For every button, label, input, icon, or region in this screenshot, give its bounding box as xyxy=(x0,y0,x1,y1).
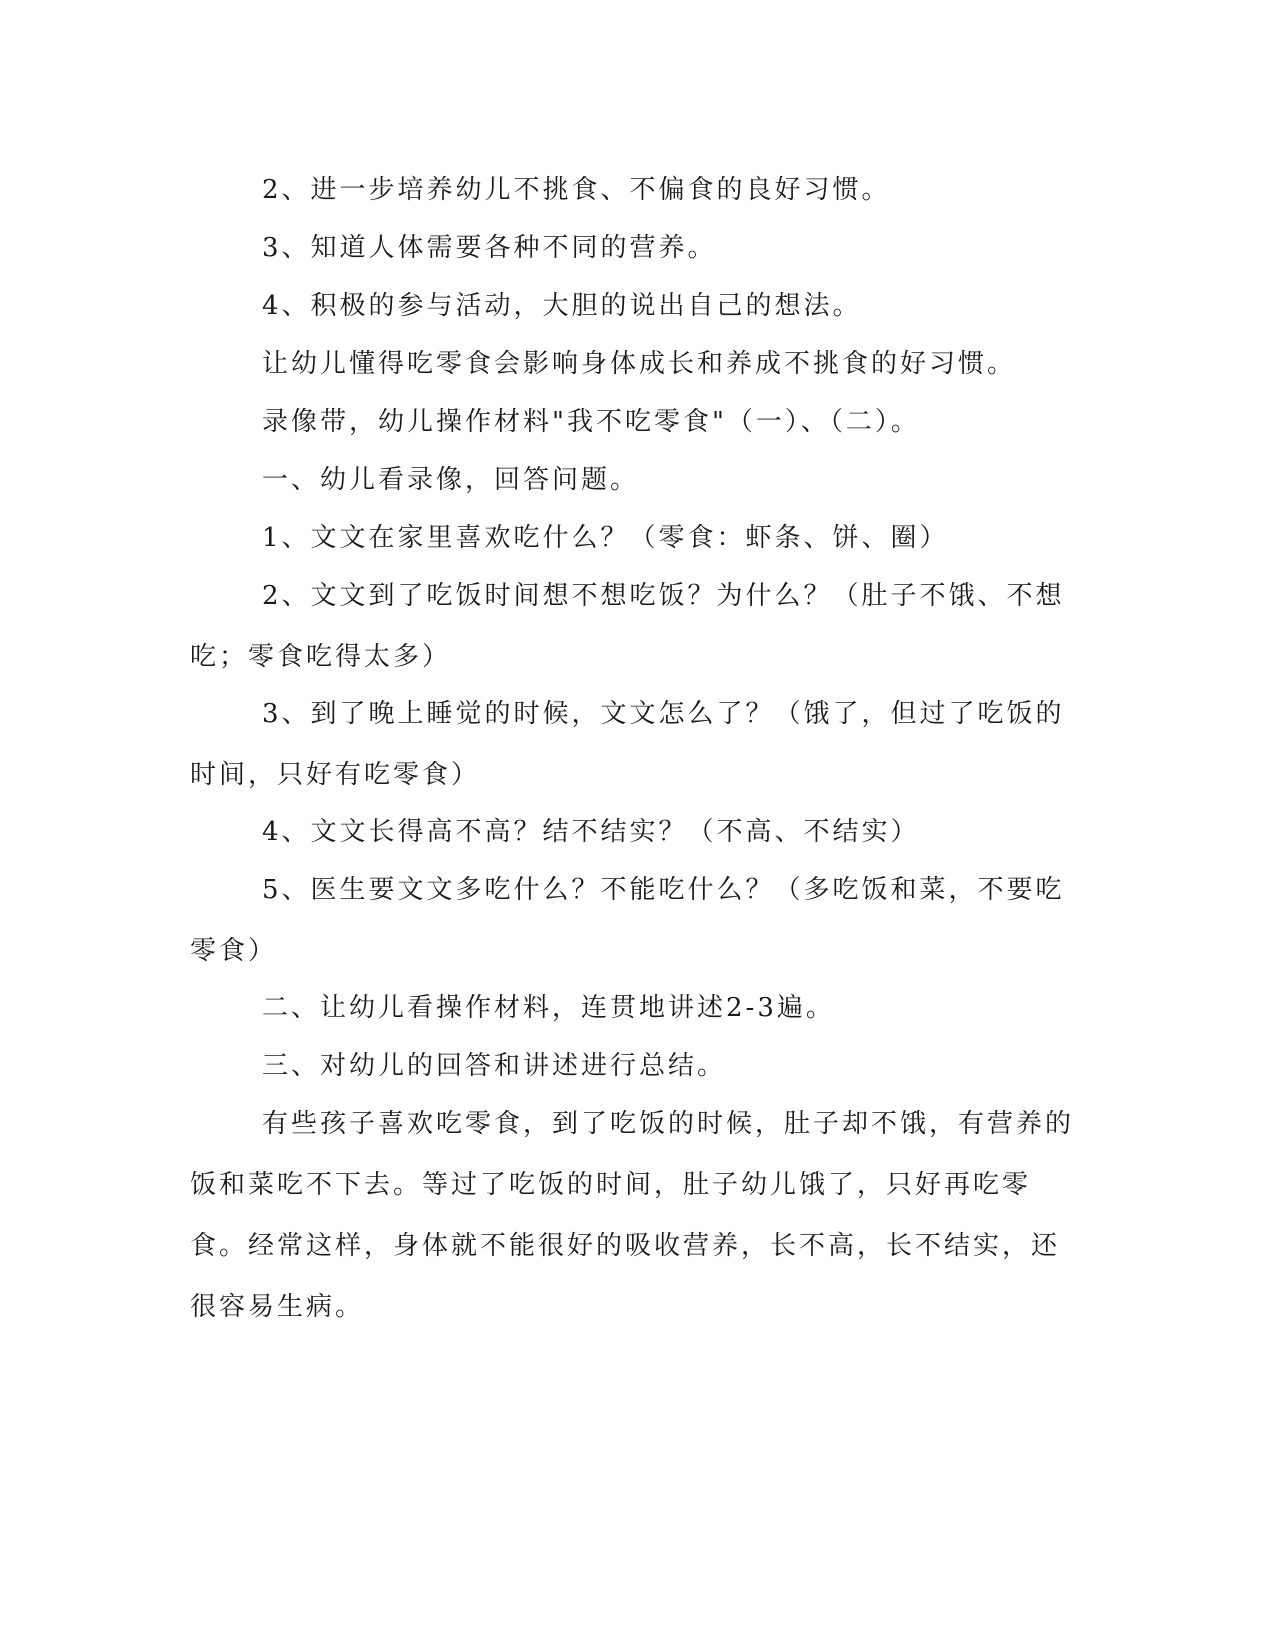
paragraph-goal-4: 4、积极的参与活动，大胆的说出自己的想法。 xyxy=(262,291,862,321)
paragraph-key-point: 让幼儿懂得吃零食会影响身体成长和养成不挑食的好习惯。 xyxy=(262,349,1017,379)
paragraph-step-1: 一、幼儿看录像，回答问题。 xyxy=(262,465,640,495)
paragraph-step-3: 三、对幼儿的回答和讲述进行总结。 xyxy=(262,1051,727,1081)
paragraph-goal-2: 2、进一步培养幼儿不挑食、不偏食的良好习惯。 xyxy=(262,175,891,205)
paragraph-materials: 录像带，幼儿操作材料"我不吃零食"（一）、（二）。 xyxy=(262,407,920,437)
paragraph-question-5: 5、医生要文文多吃什么？不能吃什么？（多吃饭和菜，不要吃零食） xyxy=(190,875,1065,966)
paragraph-question-4: 4、文文长得高不高？结不结实？（不高、不结实） xyxy=(262,817,920,847)
paragraph-summary: 有些孩子喜欢吃零食，到了吃饭的时候，肚子却不饿，有营养的饭和菜吃不下去。等过了吃饭的时间，肚子幼儿饿了，只好再吃零食。经常这样，身体就不能很好的吸收营养，长不高，长不结实，还很容易生病。 xyxy=(190,1109,1075,1322)
paragraph-step-2: 二、让幼儿看操作材料，连贯地讲述2-3遍。 xyxy=(262,993,835,1023)
paragraph-question-1: 1、文文在家里喜欢吃什么？（零食：虾条、饼、圈） xyxy=(262,523,949,553)
paragraph-question-2: 2、文文到了吃饭时间想不想吃饭？为什么？（肚子不饿、不想吃；零食吃得太多） xyxy=(190,581,1065,672)
paragraph-goal-3: 3、知道人体需要各种不同的营养。 xyxy=(262,233,717,263)
paragraph-question-3: 3、到了晚上睡觉的时候，文文怎么了？（饿了，但过了吃饭的时间，只好有吃零食） xyxy=(190,699,1065,790)
